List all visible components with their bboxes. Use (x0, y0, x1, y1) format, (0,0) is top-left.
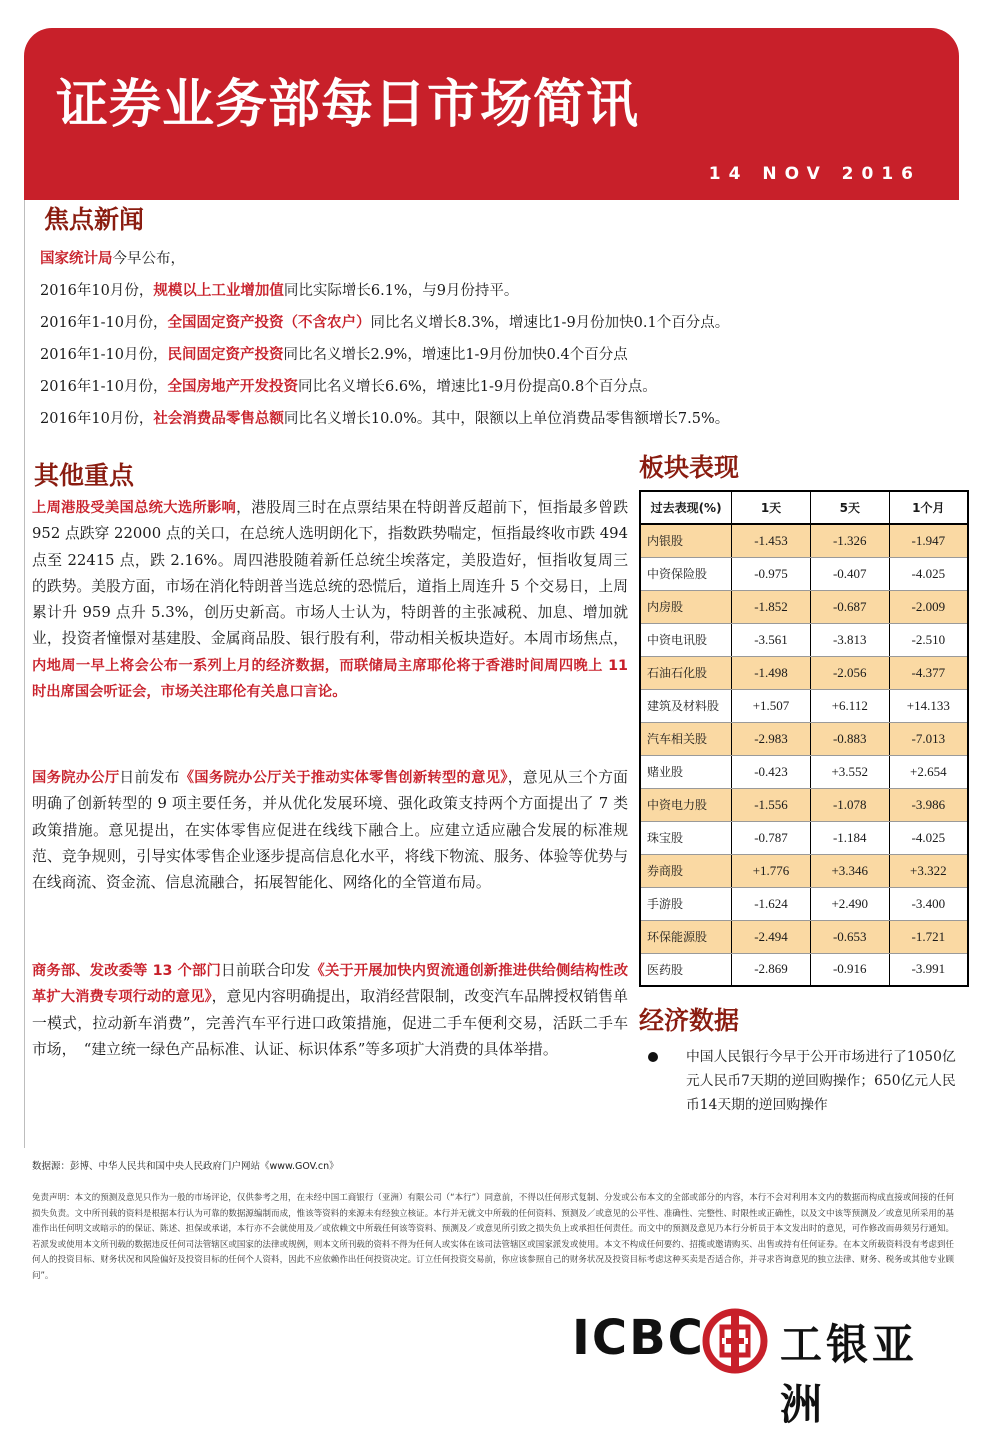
focus-news-line (40, 275, 970, 307)
hk-market-paragraph (32, 495, 628, 705)
sector-name-cell: 内银股 (640, 524, 732, 557)
data-source: 数据源：彭博、中华人民共和国中央人民政府门户网站《www.GOV.cn》 (32, 1161, 339, 1172)
sector-value-cell: -1.852 (732, 590, 811, 623)
sector-performance-title: 板块表现 (639, 453, 740, 482)
sector-value-cell: -7.013 (889, 722, 968, 755)
body-text: 2016年10月份， (40, 283, 154, 299)
table-header-row (640, 491, 968, 524)
highlight-text: 社会消费品零售总额 (153, 411, 284, 427)
sector-value-cell: -0.687 (810, 590, 889, 623)
sector-value-cell: -2.494 (732, 920, 811, 953)
table-header-period: 过去表现(%) (640, 491, 732, 524)
table-row (640, 920, 968, 953)
sector-name-cell: 珠宝股 (640, 821, 732, 854)
highlight-text: 国务院办公厅 (32, 770, 120, 786)
focus-news-line (40, 243, 970, 275)
body-text: 2016年1-10月份， (40, 347, 168, 363)
sector-value-cell: -1.326 (810, 524, 889, 557)
sector-name-cell: 建筑及材料股 (640, 689, 732, 722)
sector-value-cell: -0.975 (732, 557, 811, 590)
focus-news-title: 焦点新闻 (44, 205, 145, 234)
table-row (640, 689, 968, 722)
body-text: 同比名义增长10.0%。其中，限额以上单位消费品零售额增长7.5%。 (283, 411, 730, 427)
table-row (640, 656, 968, 689)
table-header-5d: 5天 (810, 491, 889, 524)
sector-value-cell: -0.423 (732, 755, 811, 788)
sector-value-cell: -0.407 (810, 557, 889, 590)
table-row (640, 557, 968, 590)
sector-value-cell: -1.498 (732, 656, 811, 689)
highlight-text: 内地周一早上将会公布一系列上月的经济数据，而联储局主席耶伦将于香港时间周四晚上 11 时出席国会听证会，市场关注耶伦有关息口言论。 (32, 657, 628, 701)
sector-value-cell: -2.983 (732, 722, 811, 755)
highlight-text: 商务部、发改委等 13 个部门 (32, 963, 221, 979)
focus-news-line (40, 403, 970, 435)
body-text: ，意见从三个方面明确了创新转型的 9 项主要任务，并从优化发展环境、强化政策支持两个方面提出了 7 类政策措施。意见提出，在实体零售应促进在线线下融合上。应建立适应融合发展的标准规范、竞争规则，引导实体零售企业逐步提高信息化水平，将线下物流、服务、体验等优势与在线商流、资金流、信息流融合，拓展智能化、网络化的全管道布局。 (32, 769, 628, 892)
logo-text-en: ICBC (572, 1310, 705, 1366)
sector-value-cell: -3.400 (889, 887, 968, 920)
report-date: 14 NOV 2016 (708, 164, 921, 184)
disclaimer: 免责声明：本文的预测及意见只作为一般的市场评论，仅供参考之用，在未经中国工商银行（亚洲）有限公司（“本行”）同意前，不得以任何形式复制、分发或公布本文的全部或部分的内容，本行不会对利用本文内的数据而构成直接或间接的任何损失负责。文中所刊载的资料是根据本行认为可靠的数据源编制而成，惟该等资料的来源未有经独立核证。本行并无就文中所载的任何资料、预测及／或意见的公平性、准确性、完整性、时限性或正确性，以及文中该等预测及／或意见所采用的基准作出任何明文或暗示的的保证、陈述、担保或承诺，本行亦不会就使用及／或依赖文中所载任何该等资料、预测及／或意见所引致之损失负上或承担任何责任。而文中的预测及意见乃本行分析员于本文发出时的意见，可作修改而毋须另行通知。若派发或使用本文所刊载的数据违反任何司法管辖区或国家的法律或规例，则本文所刊载的资料不得为任何人或实体在该司法管辖区或国家派发或使用。本文不构成任何要约、招揽或邀请购买、出售或持有任何证券。在本文所载资料没有考虑到任何人的投资目标、财务状况和风险偏好及投资目标的任何个人资料，因此不应依赖作出任何投资决定。订立任何投资交易前，你应该参照自己的财务状况及投资目标考虑这种买卖是否适合你，并寻求咨询意见的独立法律、财务、税务或其他专业顾问”。 (32, 1193, 954, 1281)
economic-data-title: 经济数据 (639, 1006, 740, 1035)
icbc-emblem-icon (702, 1308, 768, 1374)
highlight-text: 全国固定资产投资（不含农户） (167, 315, 371, 331)
sector-name-cell: 赌业股 (640, 755, 732, 788)
sector-value-cell: +14.133 (889, 689, 968, 722)
focus-news-line (40, 307, 970, 339)
sector-value-cell: -1.184 (810, 821, 889, 854)
focus-news-line (40, 339, 970, 371)
table-row (640, 524, 968, 557)
sector-value-cell: -1.556 (732, 788, 811, 821)
sector-value-cell: +1.507 (732, 689, 811, 722)
sector-name-cell: 券商股 (640, 854, 732, 887)
table-row (640, 821, 968, 854)
sector-value-cell: -2.009 (889, 590, 968, 623)
table-row (640, 953, 968, 986)
body-text: ，港股周三时在点票结果在特朗普反超前下，恒指最多曾跌 952 点跌穿 22000 点的关口，在总统人选明朗化下，指数跌势喘定，恒指最终收市跌 494 点至 22415 点，跌 2.16%。周四港股随着新任总统尘埃落定，美股造好，恒指收复周三的跌势。美股方面，市场在消化特朗普当选总统的恐慌后，道指上周连升 5 个交易日，上周累计升 959 点升 5.3%，创历史新高。市场人士认为，特朗普的主张减税、加息、增加就业，投资者憧憬对基建股、金属商品股、银行股有利，带动相关板块造好。本周市场焦点， (32, 499, 628, 648)
highlight-text: 《关于开展加快内贸流通创新推进供给侧结构性改革扩大消费专项行动的意见》 (32, 963, 628, 1006)
highlight-text: 规模以上工业增加值 (153, 283, 284, 299)
sector-name-cell: 中资电力股 (640, 788, 732, 821)
body-text: 2016年1-10月份， (40, 315, 168, 331)
sector-value-cell: -1.624 (732, 887, 811, 920)
sector-value-cell: -1.721 (889, 920, 968, 953)
sector-value-cell: +2.490 (810, 887, 889, 920)
sector-name-cell: 中资保险股 (640, 557, 732, 590)
sector-value-cell: -1.453 (732, 524, 811, 557)
body-text: 同比名义增长8.3%，增速比1-9月份加快0.1个百分点。 (370, 315, 730, 331)
sector-value-cell: +6.112 (810, 689, 889, 722)
bullet-icon (648, 1052, 658, 1062)
sector-value-cell: +1.776 (732, 854, 811, 887)
sector-name-cell: 汽车相关股 (640, 722, 732, 755)
body-text: 日前发布 (119, 769, 180, 786)
body-text: ，意见内容明确提出，取消经营限制，改变汽车品牌授权销售单一模式，拉动新车消费”，完善汽车平行进口政策措施，促进二手车便利交易，活跃二手车市场， “建立统一绿色产品标准、认证、标识体系”等多项扩大消费的具体举措。 (32, 988, 628, 1058)
highlight-text: 民间固定资产投资 (167, 347, 284, 363)
sector-value-cell: -2.056 (810, 656, 889, 689)
table-row (640, 788, 968, 821)
sector-value-cell: -3.813 (810, 623, 889, 656)
icbc-asia-logo (570, 1308, 960, 1429)
commerce-ministry-paragraph (32, 958, 628, 1063)
body-text: 今早公布， (112, 251, 185, 267)
body-text: 同比名义增长6.6%，增速比1-9月份提高0.8个百分点。 (297, 379, 657, 395)
header-banner (24, 28, 959, 200)
highlight-text: 国家统计局 (40, 251, 113, 267)
table-row (640, 590, 968, 623)
sector-value-cell: +3.552 (810, 755, 889, 788)
sector-value-cell: -1.947 (889, 524, 968, 557)
table-row (640, 854, 968, 887)
highlight-text: 全国房地产开发投资 (167, 379, 298, 395)
table-header-1m: 1个月 (889, 491, 968, 524)
body-text: 同比名义增长2.9%，增速比1-9月份加快0.4个百分点 (283, 347, 628, 363)
table-row (640, 623, 968, 656)
focus-news-list (40, 243, 970, 435)
sector-value-cell: -3.991 (889, 953, 968, 986)
sector-value-cell: +3.322 (889, 854, 968, 887)
highlight-text: 上周港股受美国总统大选所影响 (32, 500, 237, 516)
sector-name-cell: 医药股 (640, 953, 732, 986)
sector-value-cell: -4.025 (889, 557, 968, 590)
sector-value-cell: -1.078 (810, 788, 889, 821)
economic-data-item: 中国人民银行今早于公开市场进行了1050亿元人民币7天期的逆回购操作；650亿元人民币14天期的逆回购操作 (686, 1049, 956, 1113)
sector-value-cell: -0.916 (810, 953, 889, 986)
table-row (640, 722, 968, 755)
logo-text-cn: 工银亚洲 (780, 1320, 919, 1429)
sector-value-cell: -2.869 (732, 953, 811, 986)
highlight-text: 《国务院办公厅关于推动实体零售创新转型的意见》 (179, 770, 508, 786)
state-council-paragraph (32, 765, 628, 896)
sector-name-cell: 内房股 (640, 590, 732, 623)
page-title: 证券业务部每日市场简讯 (56, 75, 640, 135)
sector-name-cell: 石油石化股 (640, 656, 732, 689)
sector-value-cell: -0.653 (810, 920, 889, 953)
sector-value-cell: -0.787 (732, 821, 811, 854)
left-margin-rule (24, 200, 25, 1148)
body-text: 同比实际增长6.1%，与9月份持平。 (283, 283, 519, 299)
sector-value-cell: -3.986 (889, 788, 968, 821)
sector-value-cell: -4.377 (889, 656, 968, 689)
body-text: 2016年1-10月份， (40, 379, 168, 395)
sector-value-cell: -4.025 (889, 821, 968, 854)
sector-name-cell: 手游股 (640, 887, 732, 920)
focus-news-line (40, 371, 970, 403)
sector-value-cell: -2.510 (889, 623, 968, 656)
sector-value-cell: +2.654 (889, 755, 968, 788)
body-text: 2016年10月份， (40, 411, 154, 427)
table-row (640, 887, 968, 920)
other-highlights-title: 其他重点 (34, 461, 135, 490)
sector-performance-table (639, 490, 969, 987)
table-header-1d: 1天 (732, 491, 811, 524)
sector-value-cell: +3.346 (810, 854, 889, 887)
body-text: 日前联合印发 (220, 962, 311, 979)
sector-value-cell: -0.883 (810, 722, 889, 755)
table-row (640, 755, 968, 788)
sector-value-cell: -3.561 (732, 623, 811, 656)
sector-name-cell: 中资电讯股 (640, 623, 732, 656)
sector-name-cell: 环保能源股 (640, 920, 732, 953)
